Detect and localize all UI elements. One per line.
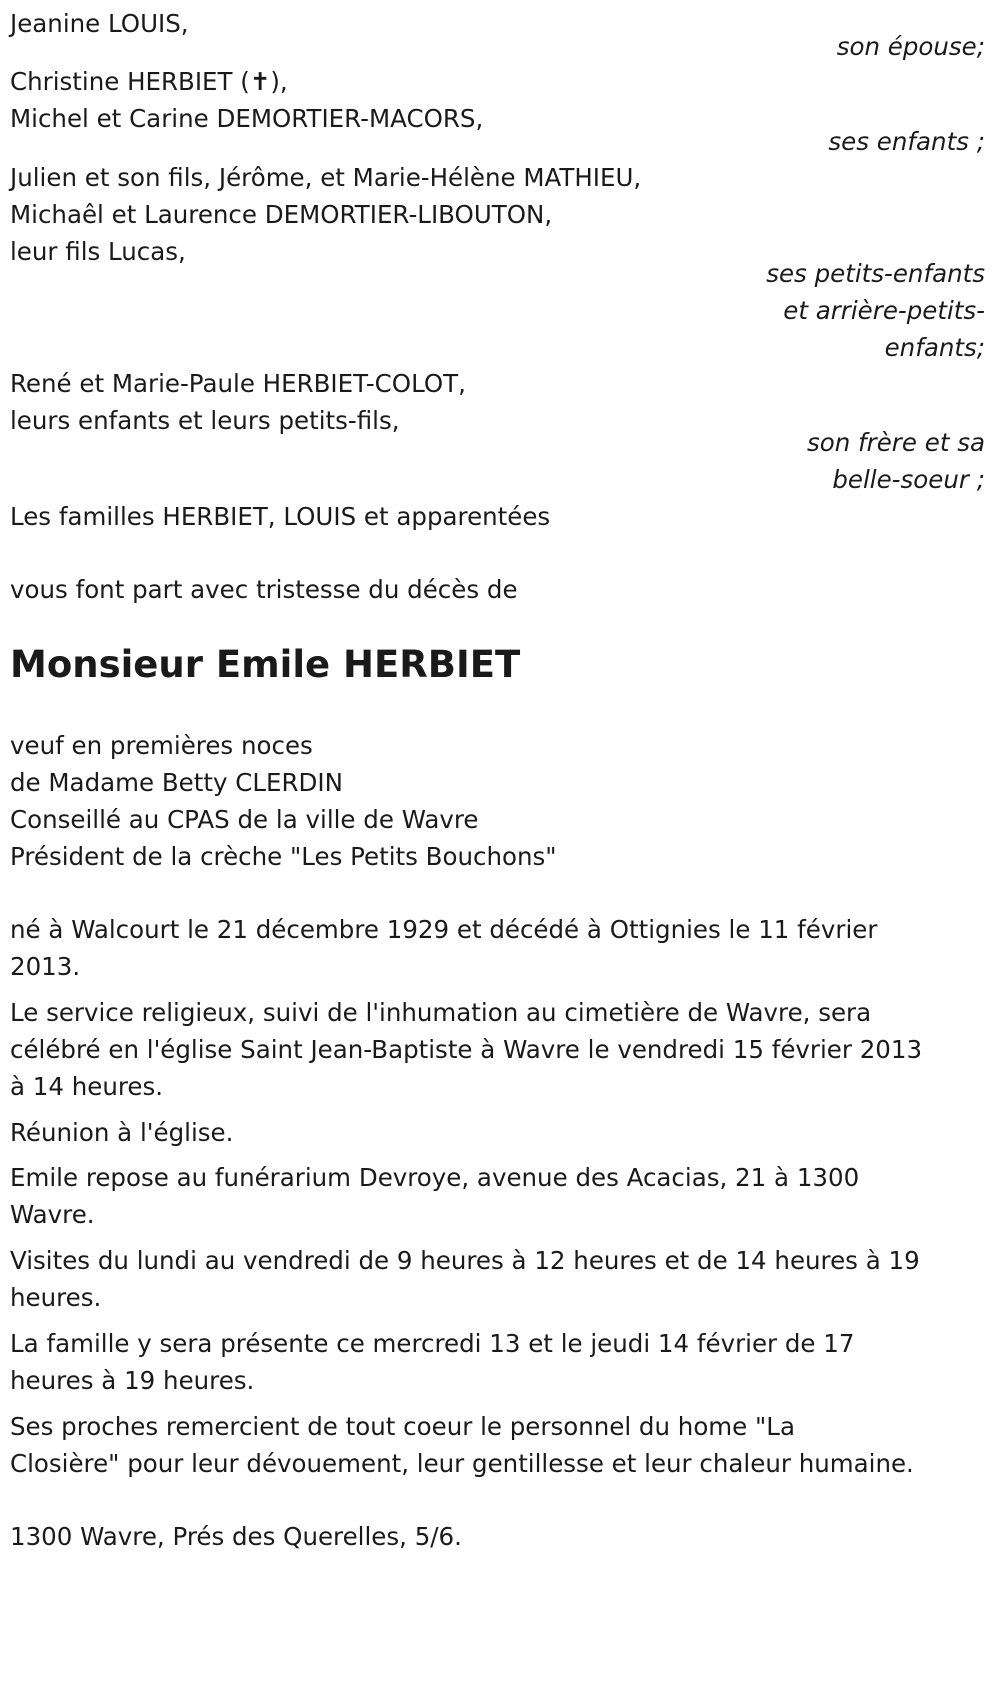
siblings-role-line-1: son frère et sa [806,428,985,457]
service-line-2: célébré en l'église Saint Jean-Baptiste à Wavre le vendredi 15 février 2013 [10,1035,923,1064]
meeting-text: Réunion à l'église. [10,1118,234,1147]
sibling-line-1: René et Marie-Paule HERBIET-COLOT, [10,369,466,398]
thanks-line-2: Closière" pour leur dévouement, leur gentillesse et leur chaleur humaine. [10,1449,914,1478]
grandchild-line-2: Michaêl et Laurence DEMORTIER-LIBOUTON, [10,200,553,229]
child-name-1-suffix: ), [270,67,288,96]
extended-families: Les familles HERBIET, LOUIS et apparentées [10,502,551,531]
sibling-line-2: leurs enfants et leurs petits-fils, [10,406,400,435]
family-presence-line-2: heures à 19 heures. [10,1366,255,1395]
service-line-3: à 14 heures. [10,1072,164,1101]
spouse-role: son épouse; [836,32,985,61]
cross-icon: ✝ [249,67,271,96]
child-name-1: Christine HERBIET ( [10,67,250,96]
visits-line-1: Visites du lundi au vendredi de 9 heures à 12 heures et de 14 heures à 19 [10,1246,920,1275]
rest-line-1: Emile repose au funérarium Devroye, avenue des Acacias, 21 à 1300 [10,1163,860,1192]
detail-line-4: Président de la crèche "Les Petits Bouchons" [10,842,557,871]
thanks-line-1: Ses proches remercient de tout coeur le personnel du home "La [10,1412,795,1441]
grandchild-line-1: Julien et son fils, Jérôme, et Marie-Hélène MATHIEU, [10,163,642,192]
child-line-2: Michel et Carine DEMORTIER-MACORS, [10,104,484,133]
detail-line-3: Conseillé au CPAS de la ville de Wavre [10,805,479,834]
family-presence-line-1: La famille y sera présente ce mercredi 13 et le jeudi 14 février de 17 [10,1329,855,1358]
child-line-1 [10,62,985,102]
grandchildren-role-line-3: enfants; [884,333,985,362]
grandchild-line-3: leur fils Lucas, [10,237,186,266]
announcement-text: vous font part avec tristesse du décès de [10,575,518,604]
grandchildren-role-line-1: ses petits-enfants [766,259,985,288]
siblings-role-line-2: belle-soeur ; [832,465,985,494]
visits-line-2: heures. [10,1283,102,1312]
birth-death-line-2: 2013. [10,952,81,981]
deceased-name: Monsieur Emile HERBIET [10,643,521,686]
address-text: 1300 Wavre, Prés des Querelles, 5/6. [10,1522,462,1551]
rest-line-2: Wavre. [10,1200,95,1229]
service-line-1: Le service religieux, suivi de l'inhumation au cimetière de Wavre, sera [10,998,872,1027]
birth-death-line-1: né à Walcourt le 21 décembre 1929 et décédé à Ottignies le 11 février [10,915,878,944]
detail-line-1: veuf en premières noces [10,731,313,760]
children-role: ses enfants ; [828,127,985,156]
grandchildren-role-line-2: et arrière-petits- [783,296,985,325]
spouse-name: Jeanine LOUIS, [10,9,189,38]
detail-line-2: de Madame Betty CLERDIN [10,768,343,797]
